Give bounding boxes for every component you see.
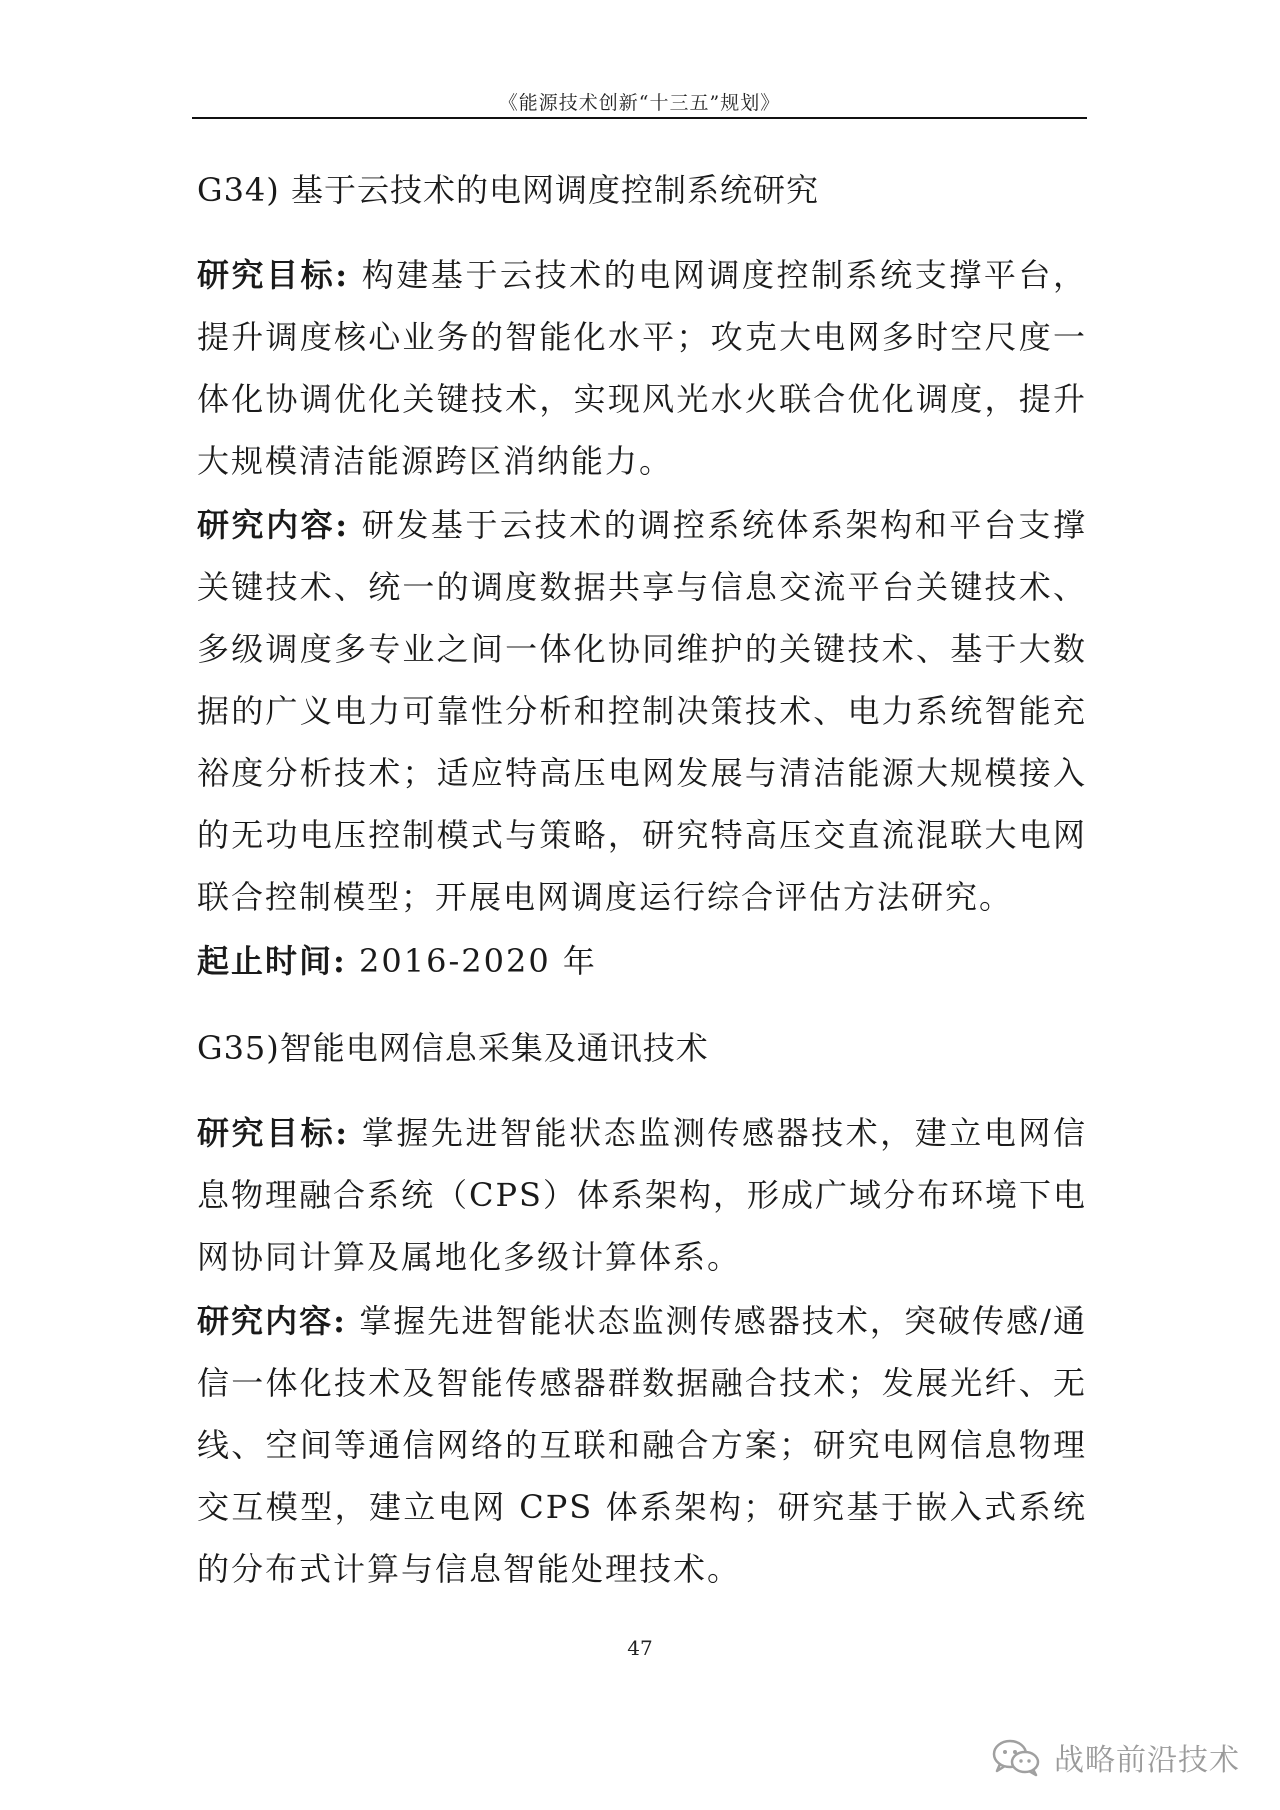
research-content-label: 研究内容: xyxy=(197,1302,347,1340)
research-content-label: 研究内容: xyxy=(197,506,350,544)
research-goal-text: 掌握先进智能状态监测传感器技术，建立电网信息物理融合系统（CPS）体系架构，形成广域分布环境下电网协同计算及属地化多级计算体系。 xyxy=(197,1114,1087,1276)
research-content-text: 研发基于云技术的调控系统体系架构和平台支撑关键技术、统一的调度数据共享与信息交流平台关键技术、多级调度多专业之间一体化协同维护的关键技术、基于大数据的广义电力可靠性分析和控制决策技术、电力系统智能充裕度分析技术；适应特高压电网发展与清洁能源大规模接入的无功电压控制模式与策略，研究特高压交直流混联大电网联合控制模型；开展电网调度运行综合评估方法研究。 xyxy=(197,506,1087,916)
page-number: 47 xyxy=(627,1636,653,1660)
section-heading: G34) 基于云技术的电网调度控制系统研究 xyxy=(197,171,819,209)
watermark xyxy=(990,1735,1240,1779)
research-content-paragraph xyxy=(197,494,1087,928)
watermark-text: 战略前沿技术 xyxy=(1054,1743,1240,1778)
time-span-label: 起止时间: xyxy=(197,942,347,980)
research-goal-label: 研究目标: xyxy=(197,1114,350,1152)
header-rule xyxy=(192,117,1087,119)
wechat-icon xyxy=(990,1737,1042,1777)
research-content-text: 掌握先进智能状态监测传感器技术，突破传感/通信一体化技术及智能传感器群数据融合技术；发展光纤、无线、空间等通信网络的互联和融合方案；研究电网信息物理交互模型，建立电网 CPS 体系架构；研究基于嵌入式系统的分布式计算与信息智能处理技术。 xyxy=(197,1302,1087,1588)
research-goal-paragraph xyxy=(197,1102,1087,1288)
research-goal-label: 研究目标: xyxy=(197,256,350,294)
document-body xyxy=(197,160,1087,1600)
research-goal-paragraph xyxy=(197,244,1087,492)
running-header: 《能源技术创新“十三五”规划》 xyxy=(498,92,781,114)
time-span-text: 2016-2020 年 xyxy=(346,942,597,980)
section-heading: G35)智能电网信息采集及通讯技术 xyxy=(197,1029,709,1067)
time-span-paragraph xyxy=(197,930,1087,992)
section-g34 xyxy=(197,160,1087,992)
section-g35 xyxy=(197,1018,1087,1600)
research-content-paragraph xyxy=(197,1290,1087,1600)
research-goal-text: 构建基于云技术的电网调度控制系统支撑平台，提升调度核心业务的智能化水平；攻克大电网多时空尺度一体化协调优化关键技术，实现风光水火联合优化调度，提升大规模清洁能源跨区消纳能力。 xyxy=(197,256,1087,480)
